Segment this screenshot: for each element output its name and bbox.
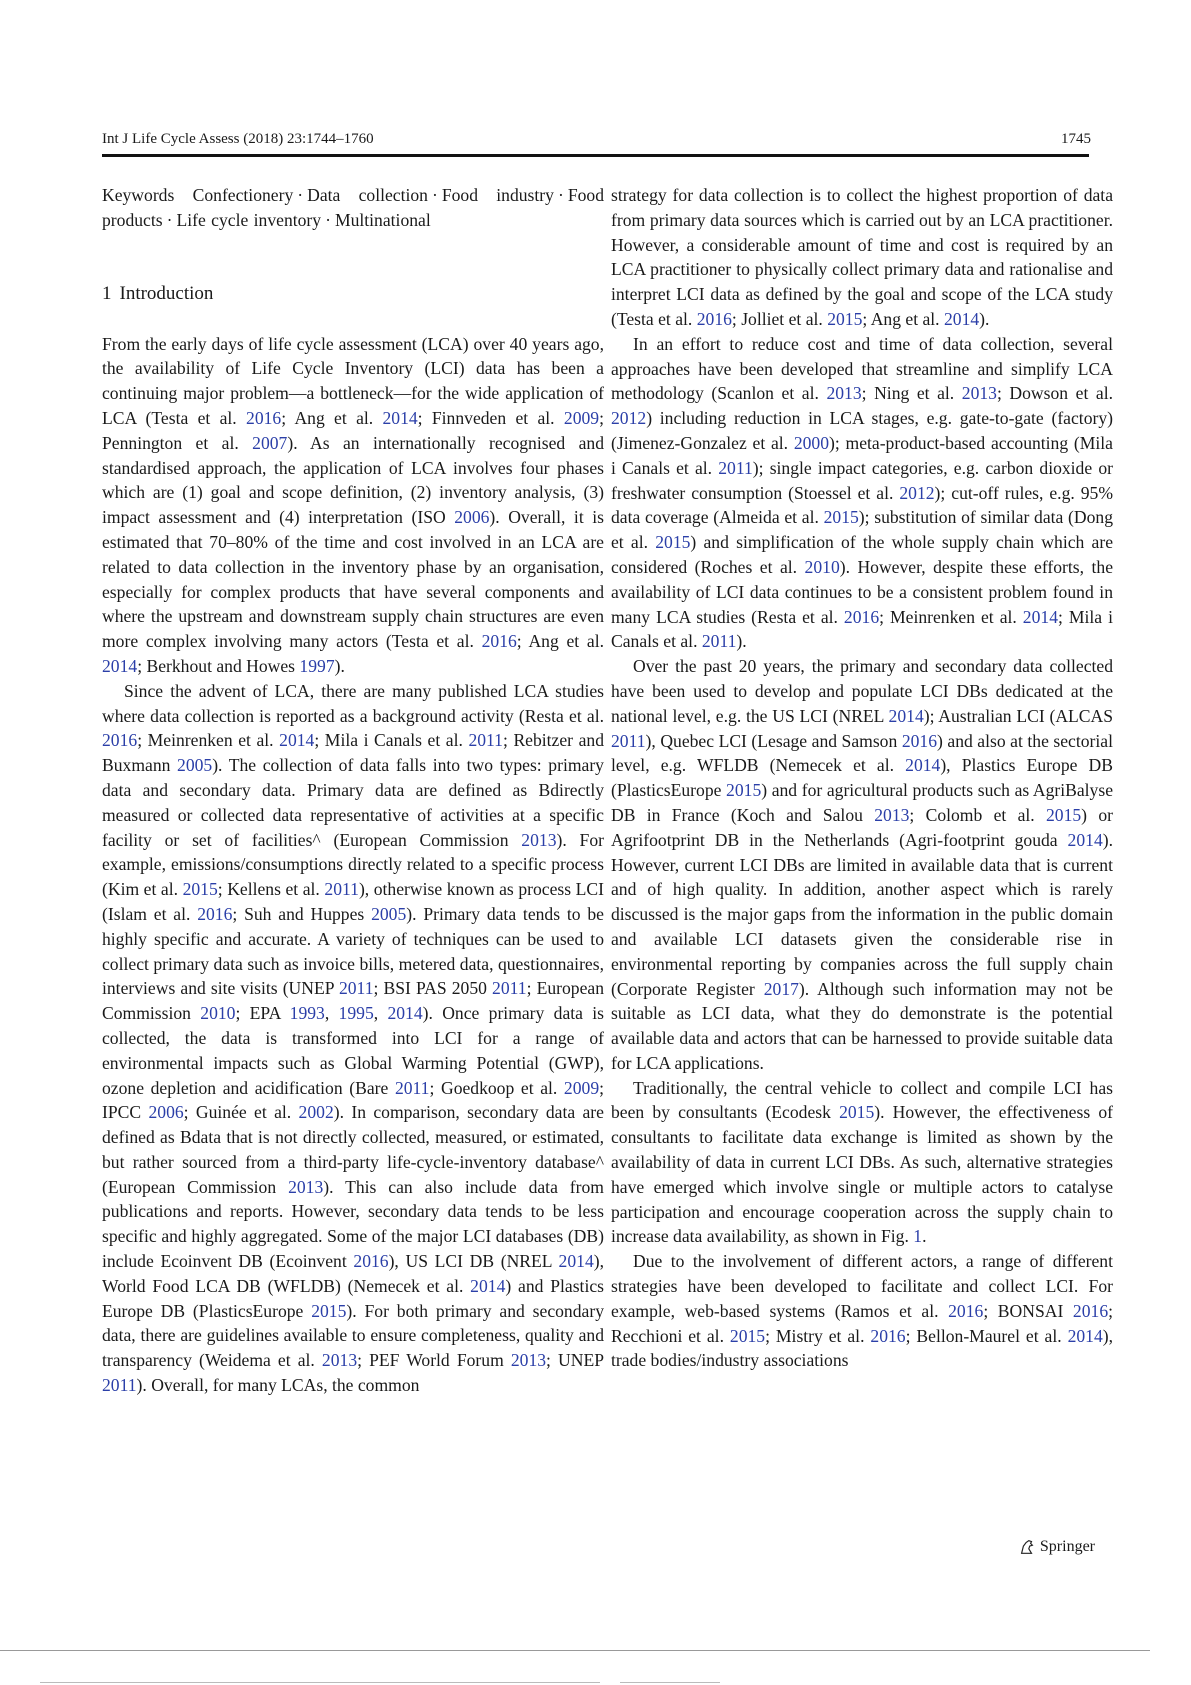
citation-link[interactable]: 2011: [701, 631, 737, 652]
left-column: [102, 183, 604, 1398]
citation-link[interactable]: 2009: [563, 1077, 600, 1098]
citation-link[interactable]: 2011: [468, 730, 503, 751]
publisher-logo: [1018, 1538, 1095, 1556]
citation-link[interactable]: 2015: [655, 532, 691, 553]
citation-link[interactable]: 2014: [558, 1251, 594, 1272]
citation-link[interactable]: 2015: [827, 308, 863, 329]
citation-link[interactable]: 2014: [382, 407, 418, 428]
citation-link[interactable]: 2014: [888, 705, 924, 726]
keyword: Life cycle inventory: [176, 209, 322, 230]
citation-link[interactable]: 2016: [696, 308, 732, 329]
citation-link[interactable]: 2005: [177, 755, 213, 776]
springer-horse-icon: [1018, 1538, 1036, 1556]
citation-link[interactable]: 2011: [611, 730, 646, 751]
citation-link[interactable]: 2009: [563, 407, 600, 428]
section-heading: [102, 282, 604, 306]
citation-link[interactable]: 2015: [726, 780, 762, 801]
citation-link[interactable]: 2006: [148, 1102, 184, 1123]
citation-link[interactable]: 2015: [839, 1102, 875, 1123]
keyword: Multinational: [334, 209, 431, 230]
paragraph: Due to the involvement of different actors, a range of different strategies have been developed to facilitate and collect LCI. For example, web-based systems (Ramos et al. 2016; BONSAI 2016; Recchioni et al. 2015; Mistry et al. 2016; Bellon-Maurel et al. 2014), trade bodies/industry associations: [611, 1251, 1114, 1371]
citation-link[interactable]: 2015: [823, 507, 859, 528]
citation-link[interactable]: 2016: [353, 1251, 389, 1272]
page-bottom-rule: [0, 1650, 1150, 1651]
citation-link[interactable]: 2005: [371, 903, 407, 924]
citation-link[interactable]: 2016: [197, 903, 233, 924]
citation-link[interactable]: 2016: [870, 1325, 906, 1346]
citation-link[interactable]: 2013: [826, 383, 862, 404]
citation-link[interactable]: 2013: [961, 383, 997, 404]
paragraph: From the early days of life cycle assessment (LCA) over 40 years ago, the availability of Life Cycle Inventory (LCI) data has been a continuing major problem—a bottleneck—for the wide application of LCA (Testa et al. 2016; Ang et al. 2014; Finnveden et al. 2009; Pennington et al. 2007). As an internationally recognised and standardised approach, the application of LCA involves four phases which are (1) goal and scope definition, (2) inventory analysis, (3) impact assessment and (4) interpretation (ISO 2006). Overall, it is estimated that 70–80% of the time and cost involved in an LCA are related to data collection in the inventory phase by an organisation, especially for complex products that have several components and where the upstream and downstream supply chain structures are even more complex involving many actors (Testa et al. 2016; Ang et al. 2014; Berkhout and Howes 1997).: [102, 333, 604, 676]
citation-link[interactable]: 2007: [252, 432, 288, 453]
paragraph: In an effort to reduce cost and time of data collection, several approaches have been developed that streamline and simplify LCA methodology (Scanlon et al. 2013; Ning et al. 2013; Dowson et al. 2012) including reduction in LCA stages, e.g. gate-to-gate (factory) (Jimenez-Gonzalez et al. 2000); meta-product-based accounting (Mila i Canals et al. 2011); single impact categories, e.g. carbon dioxide or freshwater consumption (Stoessel et al. 2012); cut-off rules, e.g. 95% data coverage (Almeida et al. 2015); substitution of similar data (Dong et al. 2015) and simplification of the whole supply chain which are considered (Roches et al. 2010). However, despite these efforts, the availability of LCI data continues to be a consistent problem found in many LCA studies (Resta et al. 2016; Meinrenken et al. 2014; Mila i Canals et al. 2011).: [611, 333, 1114, 652]
citation-link[interactable]: 2016: [481, 631, 517, 652]
header-rule: [102, 154, 1089, 157]
citation-link[interactable]: 2010: [804, 556, 840, 577]
citation-link[interactable]: 2015: [182, 879, 218, 900]
keyword: Data collection: [307, 185, 428, 205]
citation-link[interactable]: 2006: [454, 507, 490, 528]
keyword-separator: ·: [431, 185, 438, 205]
citation-link[interactable]: 2014: [943, 308, 980, 329]
paragraph: Since the advent of LCA, there are many published LCA studies where data collection is reported as a background activity (Resta et al. 2016; Meinrenken et al. 2014; Mila i Canals et al. 2011; Rebitzer and Buxmann 2005). The collection of data falls into two types: primary data and secondary data. Primary data are defined as Bdirectly measured or collected data representative of activities at a specific facility or set of facilities^ (European Commission 2013). For example, emissions/consumptions directly related to a specific process (Kim et al. 2015; Kellens et al. 2011), otherwise known as process LCI (Islam et al. 2016; Suh and Huppes 2005). Primary data tends to be highly specific and accurate. A variety of techniques can be used to collect primary data such as invoice bills, metered data, questionnaires, interviews and site visits (UNEP 2011; BSI PAS 2050 2011; European Commission 2010; EPA 1993, 1995, 2014). Once primary data is collected, the data is transformed into LCI for a range of environmental impacts such as Global Warming Potential (GWP), ozone depletion and acidification (Bare 2011; Goedkoop et al. 2009; IPCC 2006; Guinée et al. 2002). In comparison, secondary data are defined as Bdata that is not directly collected, measured, or estimated, but rather sourced from a third-party life-cycle-inventory database^ (European Commission 2013). This can also include data from publications and reports. However, secondary data tends to be less specific and highly aggregated. Some of the major LCI databases (DB) include Ecoinvent DB (Ecoinvent 2016), US LCI DB (NREL 2014), World Food LCA DB (WFLDB) (Nemecek et al. 2014) and Plastics Europe DB (PlasticsEurope 2015). For both primary and secondary data, there are guidelines available to ensure completeness, quality and transparency (Weidema et al. 2013; PEF World Forum 2013; UNEP 2011). Overall, for many LCAs, the common: [102, 680, 605, 1396]
citation-link[interactable]: 1: [913, 1226, 923, 1247]
right-column: [611, 183, 1113, 1373]
citation-link[interactable]: 2014: [102, 655, 138, 676]
citation-link[interactable]: 2014: [1022, 606, 1058, 627]
citation-link[interactable]: 2011: [102, 1375, 137, 1396]
keyword: Food products: [102, 185, 604, 230]
citation-link[interactable]: 2014: [470, 1275, 506, 1296]
citation-link[interactable]: 2013: [288, 1176, 324, 1197]
keyword-separator: ·: [166, 209, 173, 230]
section-number: 1: [102, 282, 112, 304]
citation-link[interactable]: 2016: [1072, 1300, 1109, 1321]
running-header-journal: Int J Life Cycle Assess (2018) 23:1744–1760: [102, 131, 374, 147]
citation-link[interactable]: 2013: [874, 804, 910, 825]
paragraph: Traditionally, the central vehicle to collect and compile LCI has been by consultants (Ecodesk 2015). However, the effectiveness of consultants to facilitate data exchange is limited as shown by the availability of data in current LCI DBs. As such, alternative strategies have emerged which involve single or multiple actors to catalyse participation and encourage cooperation across the supply chain to increase data availability, as shown in Fig. 1.: [611, 1077, 1113, 1247]
citation-link[interactable]: 2016: [843, 606, 880, 627]
citation-link[interactable]: 2012: [611, 408, 647, 429]
page-number: 1745: [1061, 131, 1091, 147]
citation-link[interactable]: 2011: [394, 1077, 430, 1098]
publisher-name: Springer: [1039, 1538, 1095, 1555]
keywords-label: Keywords: [102, 185, 175, 205]
citation-link[interactable]: 2016: [246, 407, 282, 428]
citation-link[interactable]: 2013: [321, 1350, 358, 1371]
citation-link[interactable]: 1993: [289, 1003, 325, 1024]
citation-link[interactable]: 2014: [1067, 1325, 1103, 1346]
section-title: Introduction: [119, 282, 214, 304]
citation-link[interactable]: 2002: [298, 1102, 334, 1123]
citation-link[interactable]: 2011: [718, 457, 753, 478]
footer-marks: [0, 1680, 1191, 1685]
keyword: Food industry: [441, 185, 554, 205]
citation-link[interactable]: 1995: [338, 1003, 374, 1024]
citation-link[interactable]: 2014: [905, 755, 941, 776]
citation-link[interactable]: 2011: [492, 978, 527, 999]
citation-link[interactable]: 2014: [1067, 829, 1103, 850]
keyword-separator: ·: [557, 185, 564, 205]
citation-link[interactable]: 2016: [948, 1300, 984, 1321]
citation-link[interactable]: 2017: [763, 978, 799, 999]
paragraph: Over the past 20 years, the primary and secondary data collected have been used to develop and populate LCI DBs dedicated at the national level, e.g. the US LCI (NREL 2014); Australian LCI (ALCAS 2011), Quebec LCI (Lesage and Samson 2016) and also at the sectorial level, e.g. WFLDB (Nemecek et al. 2014), Plastics Europe DB (PlasticsEurope 2015) and for agricultural products such as AgriBalyse DB in France (Koch and Salou 2013; Colomb et al. 2015) or Agrifootprint DB in the Netherlands (Agri-footprint gouda 2014). However, current LCI DBs are limited in available data that is current and of high quality. In addition, another aspect which is rarely discussed is the major gaps from the information in the public domain and available LCI datasets given the considerable rise in environmental reporting by companies across the full supply chain (Corporate Register 2017). Although such information may not be suitable as LCI data, what they do demonstrate is the potential available data and actors that can be harnessed to provide suitable data for LCA applications.: [611, 656, 1114, 1073]
citation-link[interactable]: 2014: [387, 1003, 423, 1024]
keywords: [102, 183, 604, 233]
keyword-separator: ·: [297, 185, 304, 205]
citation-link[interactable]: 2015: [1045, 804, 1082, 825]
citation-link[interactable]: 2013: [521, 829, 557, 850]
citation-link[interactable]: 2015: [729, 1325, 766, 1346]
keyword: Confectionery: [192, 185, 294, 205]
citation-link[interactable]: 2015: [311, 1300, 347, 1321]
citation-link[interactable]: 2000: [793, 432, 830, 453]
citation-link[interactable]: 1997: [299, 655, 335, 676]
keyword-separator: ·: [325, 209, 331, 230]
citation-link[interactable]: 2013: [510, 1350, 547, 1371]
citation-link[interactable]: 2016: [102, 730, 138, 751]
citation-link[interactable]: 2016: [901, 730, 937, 751]
citation-link[interactable]: 2012: [899, 482, 935, 503]
citation-link[interactable]: 2014: [279, 730, 315, 751]
citation-link[interactable]: 2010: [200, 1003, 236, 1024]
keywords-list: [102, 185, 604, 230]
citation-link[interactable]: 2011: [338, 978, 374, 999]
paragraph: strategy for data collection is to collect the highest proportion of data from primary data sources which is carried out by an LCA practitioner. However, a considerable amount of time and cost is required by an LCA practitioner to physically collect primary data and rationalise and interpret LCI data as defined by the goal and scope of the LCA study (Testa et al. 2016; Jolliet et al. 2015; Ang et al. 2014).: [611, 185, 1113, 329]
citation-link[interactable]: 2011: [324, 879, 359, 900]
